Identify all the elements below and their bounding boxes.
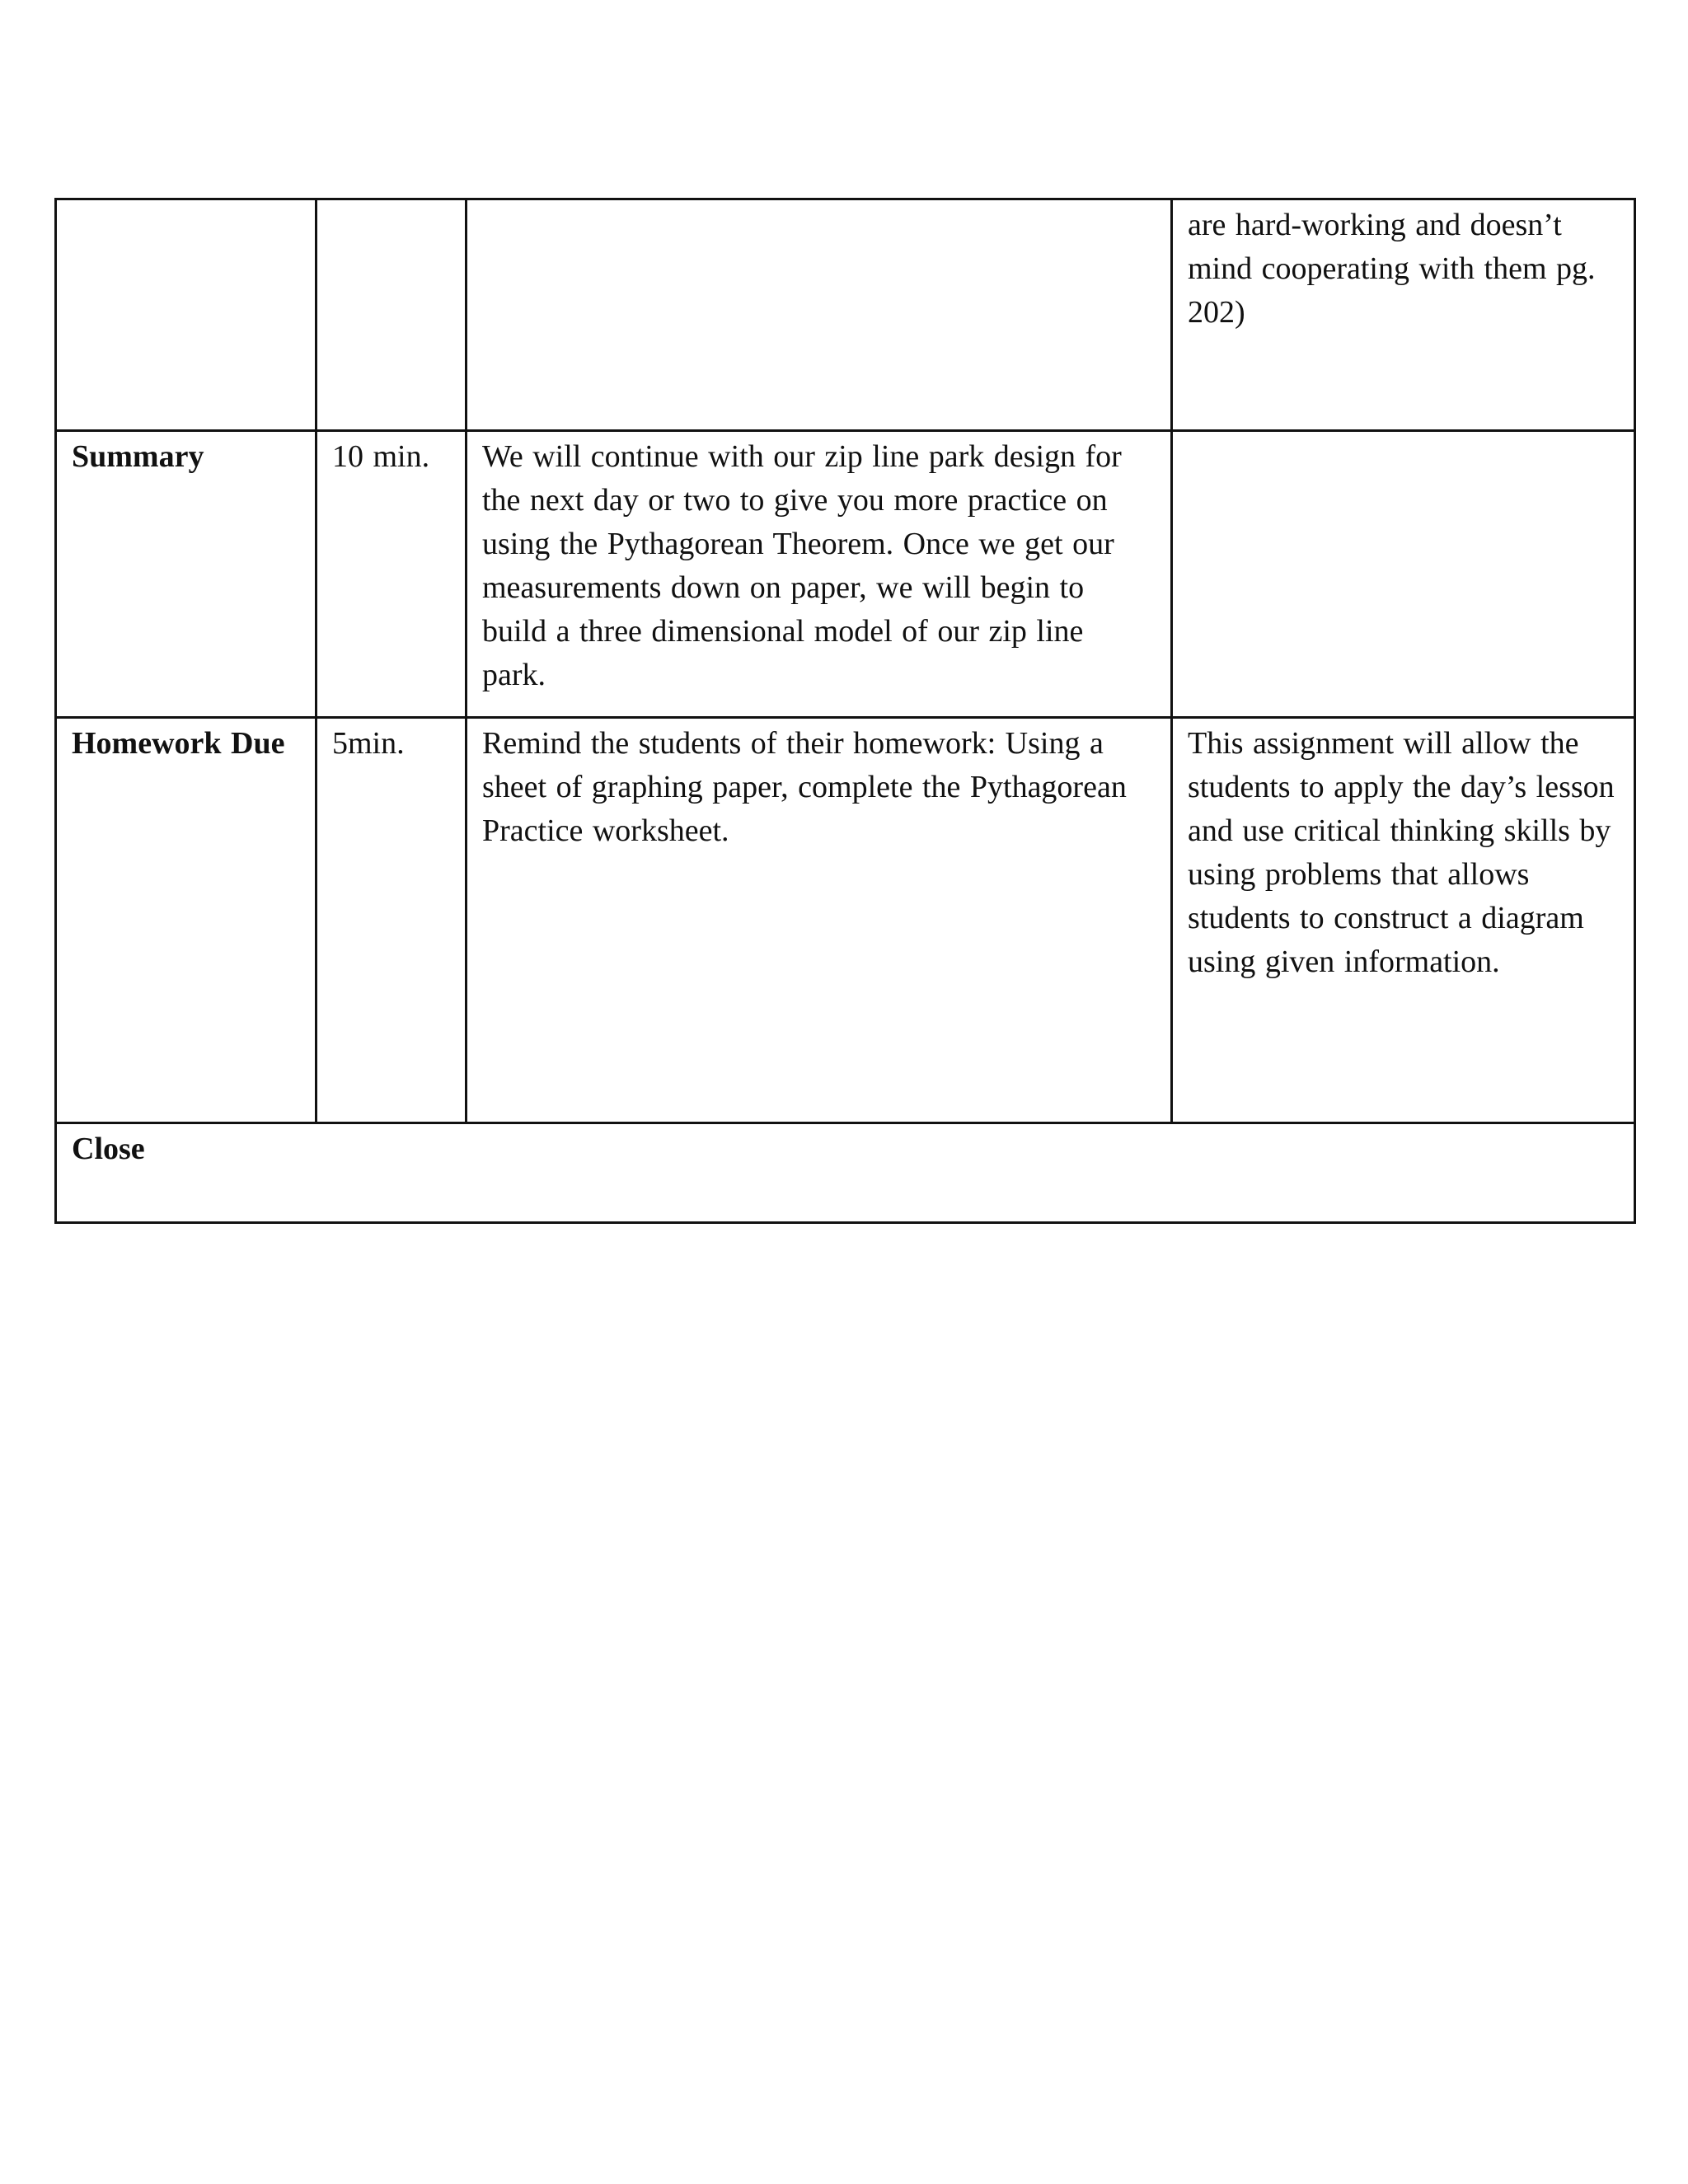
rationale-cell [1172,718,1635,1123]
section-label-cell [56,718,316,1123]
activity-cell [467,718,1172,1123]
close-label: Close [72,1132,145,1166]
homework-rationale: This assignment will allow the students to apply the day’s lesson and use critical thinking skills by using problems that allows students to construct a diagram using given information. [1188,726,1615,979]
lesson-plan-table [54,198,1636,1224]
homework-activity: Remind the students of their homework: Using a sheet of graphing paper, complete the Pythagorean Practice worksheet. [482,726,1127,848]
homework-time: 5min. [332,726,405,761]
close-cell [56,1123,1635,1223]
summary-activity: We will continue with our zip line park design for the next day or two to give you more practice on using the Pythagorean Theorem. Once we get our measurements down on paper, we will begin to build a three dimensional model of our zip line park. [482,439,1122,692]
rationale-cell [1172,431,1635,718]
time-cell [316,718,467,1123]
rationale-cell: are hard-working and doesn’t mind cooperating with them pg. 202) [1172,199,1635,431]
table-row-summary [56,431,1635,718]
summary-label: Summary [72,439,204,474]
activity-cell [467,431,1172,718]
homework-label: Homework Due [72,726,285,761]
section-label-cell [56,431,316,718]
time-cell [316,199,467,431]
time-cell [316,431,467,718]
activity-cell [467,199,1172,431]
summary-time: 10 min. [332,439,430,474]
table-row [56,199,1635,431]
table-row-close [56,1123,1635,1223]
table-row-homework [56,718,1635,1123]
section-label-cell [56,199,316,431]
